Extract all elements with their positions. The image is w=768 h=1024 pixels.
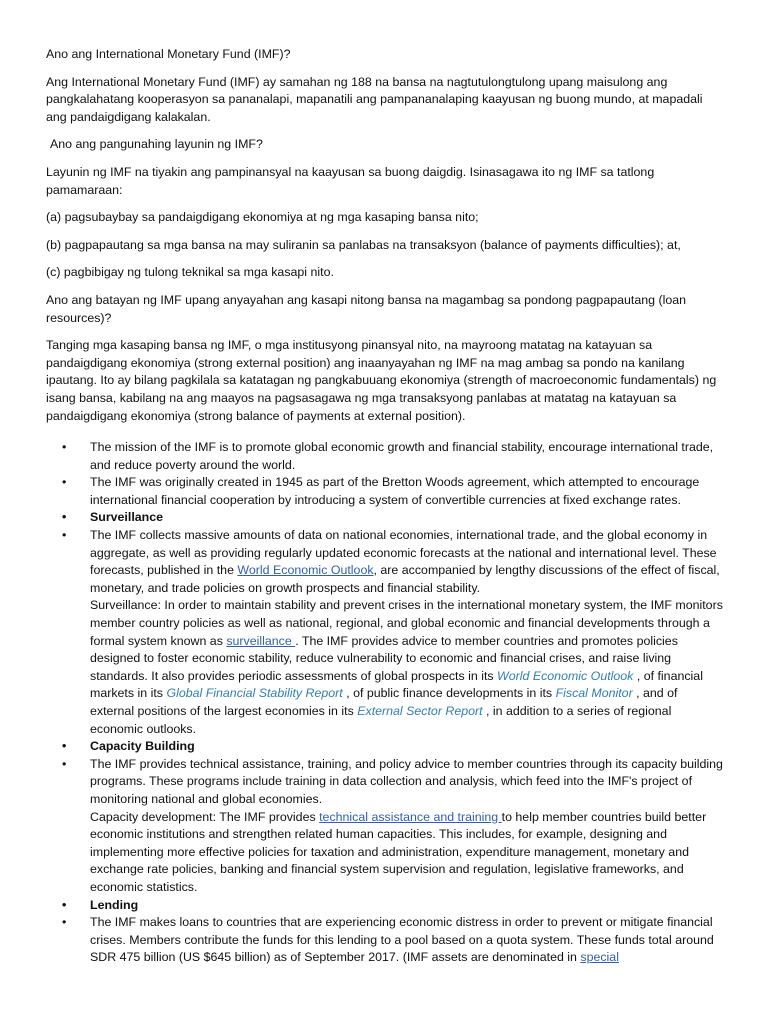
text: Capacity development: The IMF provides: [90, 809, 320, 824]
link-world-economic-outlook[interactable]: World Economic Outlook: [237, 563, 374, 578]
goal-paragraph: Layunin ng IMF na tiyakin ang pampinansyal na kaayusan sa buong daigdig. Isinasagawa ito ng IMF sa tatlong pamamaraan:: [46, 164, 655, 197]
list-item-surveillance: [46, 527, 724, 738]
method-b: (b) pagpapautang sa mga bansa na may suliranin sa panlabas na transaksyon (balance of payments difficulties); at,: [46, 237, 681, 252]
question-main-goal: Ano ang pangunahing layunin ng IMF?: [50, 137, 263, 152]
imf-definition-paragraph: Ang International Monetary Fund (IMF) ay samahan ng 188 na bansa na nagtutulongtulong upang maisulong ang pangkalahatang kooperasyon sa pananalapi, mapanatili ang pampananalaping kaayusan ng buong mundo, at mapadali ang pandaigdigang kalakalan.: [46, 74, 703, 124]
basis-paragraph: Tanging mga kasaping bansa ng IMF, o mga institusyong pinansyal nito, na mayroong matatag na katayuan sa pandaigdigang ekonomiya (strong external position) ang inaanyayahan ng IMF na mag ambag sa pondo na kanilang ipautang. Ito ay bilang pagkilala sa katatagan ng pangkabuuang ekonomiya (strength of macroeconomic fundamentals) ng isang bansa, kabilang na ang maayos na pagsasagawa ng mga transaksyong panlabas at matatag na katayuan sa pandaigdigang ekonomiya (strong balance of payments at external position).: [46, 338, 717, 423]
text: , of financial markets in its: [90, 668, 703, 701]
link-fiscal-monitor[interactable]: Fiscal Monitor: [555, 686, 637, 701]
text: to help member countries build better economic institutions and strengthen related human capacities. This includes, for example, designing and implementing more effective policies for taxation and administration, expenditure management, monetary and exchange rate policies, banking and financial system supervision and regulation, legislative frameworks, and economic statistics.: [90, 809, 707, 894]
link-world-economic-outlook-2[interactable]: World Economic Outlook: [497, 668, 637, 683]
bullet-list: [46, 439, 724, 967]
list-item-lending-heading: • Lending: [46, 897, 724, 915]
text: , of public finance developments in its: [346, 686, 556, 701]
list-item-capacity-heading: • Capacity Building: [46, 738, 724, 756]
link-special[interactable]: special: [580, 950, 619, 965]
link-external-sector-report[interactable]: External Sector Report: [357, 704, 487, 718]
text: , in addition to a series of regional economic outlooks.: [90, 704, 672, 736]
text: The IMF collects massive amounts of data on national economies, international trade, and the global economy in aggregate, as well as providing regularly updated economic forecasts at the national and international level. These forecasts, published in the: [90, 528, 717, 578]
text: The IMF makes loans to countries that are experiencing economic distress in order to prevent or mitigate financial crises. Members contribute the funds for this lending to a pool based on a quota system. These funds total around SDR 475 billion (US $645 billion) as of September 2017. (IMF assets are denominated in: [90, 915, 714, 965]
list-item-lending: [46, 914, 724, 967]
question-what-is-imf: Ano ang International Monetary Fund (IMF)?: [46, 47, 291, 61]
text: , and of external positions of the largest economies in its: [90, 686, 678, 718]
question-basis: Ano ang batayan ng IMF upang anyayahan ang kasapi nitong bansa na magambag sa pondong pagpapautang (loan resources)?: [46, 292, 686, 325]
list-item-surveillance-heading: • Surveillance: [46, 509, 724, 527]
list-item-mission: • The mission of the IMF is to promote global economic growth and financial stability, encourage international trade, and reduce poverty around the world.: [46, 439, 724, 474]
text: Surveillance: In order to maintain stability and prevent crises in the international monetary system, the IMF monitors member country policies as well as national, regional, and global economic and financial developments through a formal system known as: [90, 598, 723, 648]
text: The IMF provides technical assistance, training, and policy advice to member countries through its capacity building programs. These programs include training in data collection and analysis, which feed into the IMF's project of monitoring national and global economies.: [90, 756, 723, 806]
link-global-financial-stability-report[interactable]: Global Financial Stability Report: [166, 686, 347, 701]
list-item-origin: • The IMF was originally created in 1945 as part of the Bretton Woods agreement, which attempted to encourage international financial cooperation by introducing a system of convertible currencies at fixed exchange rates.: [46, 474, 724, 509]
list-item-capacity: [46, 756, 724, 897]
link-technical-assistance[interactable]: technical assistance and training: [319, 809, 502, 824]
text: , are accompanied by lengthy discussions of the effect of fiscal, monetary, and trade policies on growth prospects and financial stability.: [90, 563, 720, 595]
text: . The IMF provides advice to member countries and promotes policies designed to foster economic stability, reduce vulnerability to economic and financial crises, and raise living standards. It also provides periodic assessments of global prospects in its: [90, 633, 678, 683]
method-c: (c) pagbibigay ng tulong teknikal sa mga kasapi nito.: [46, 265, 334, 280]
method-a: (a) pagsubaybay sa pandaigdigang ekonomiya at ng mga kasaping bansa nito;: [46, 210, 479, 225]
link-surveillance[interactable]: surveillance: [226, 633, 296, 648]
